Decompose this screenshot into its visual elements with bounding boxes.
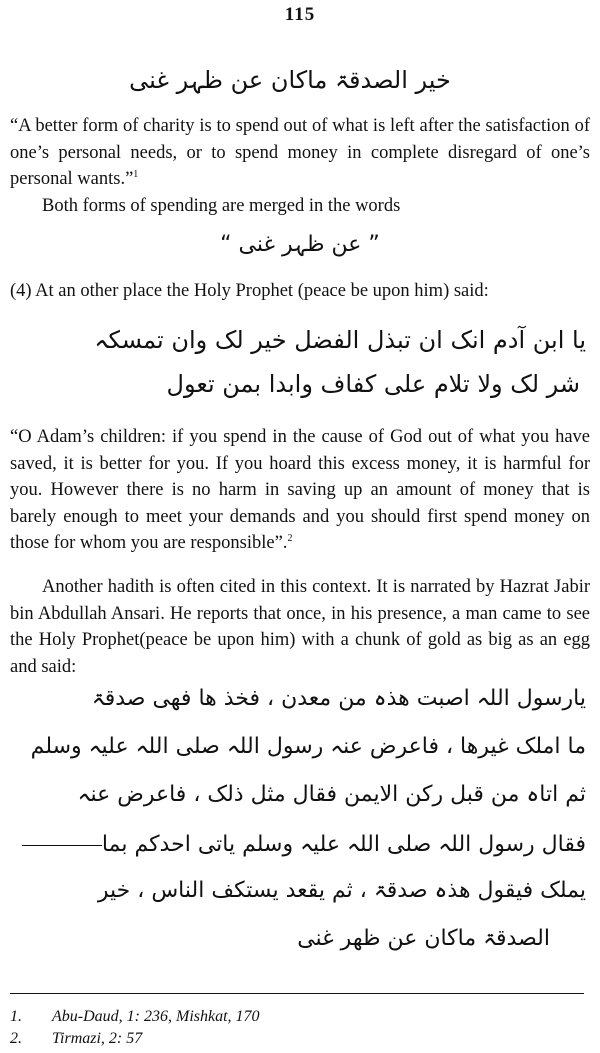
paragraph-forms-merged: Both forms of spending are merged in the words bbox=[42, 196, 401, 216]
arabic-hadith-2-line-4 bbox=[14, 832, 586, 857]
paragraph-text: “A better form of charity is to spend out of what is left after the satisfaction of one’s personal needs, or to spend money in complete disregard of one’s personal wants.” bbox=[10, 116, 590, 189]
footnote-2 bbox=[10, 1030, 142, 1048]
paragraph-hadith-intro: (4) At an other place the Holy Prophet (peace be upon him) said: bbox=[10, 281, 489, 301]
paragraph-another-hadith: Another hadith is often cited in this context. It is narrated by Hazrat Jabir bin Abdullah Ansari. He reports that once, in his presence, a man came to see the Holy Prophet(peace be upon him) with a chunk of gold as big as an egg and said: bbox=[10, 577, 590, 677]
paragraph-adams-children bbox=[10, 424, 590, 557]
footnote-text: Tirmazi, 2: 57 bbox=[52, 1030, 143, 1047]
arabic-hadith-1-line-1: یا ابن آدم انک ان تبذل الفضل خیر لک وان تمسکہ bbox=[94, 326, 586, 354]
paragraph-charity-definition bbox=[10, 113, 590, 193]
arabic-hadith-2-line-6: الصدقۃ ماکان عن ظھر غنی bbox=[297, 926, 550, 951]
footnote-number: 2. bbox=[10, 1030, 22, 1047]
arabic-phrase: ” عن ظہر غنی “ bbox=[220, 232, 380, 257]
arabic-hadith-2-line-1: یارسول اللہ اصبت ھذہ من معدن ، فخذ ھا فھی صدقۃ bbox=[91, 686, 586, 711]
arabic-hadith-2-line-3: ثم اتاہ من قبل رکن الایمن فقال مثل ذلک ، فاعرض عنہ bbox=[77, 782, 586, 807]
arabic-hadith-2-line-5: یملک فیقول ھذہ صدقۃ ، ثم یقعد یستکف الناس ، خیر bbox=[97, 878, 586, 903]
footnote-number: 1. bbox=[10, 1008, 22, 1025]
footnote-divider bbox=[10, 993, 584, 994]
arabic-hadith-1-line-2: شر لک ولا تلام علی کفاف وابدا بمن تعول bbox=[166, 370, 580, 398]
footnote-ref: 2 bbox=[287, 532, 293, 544]
arabic-text: فقال رسول اللہ صلی اللہ علیہ وسلم یاتی احدکم بما bbox=[101, 832, 586, 857]
arabic-heading: خیر الصدقۃ ماکان عن ظہر غنی bbox=[129, 66, 451, 94]
footnote-text: Abu-Daud, 1: 236, Mishkat, 170 bbox=[52, 1008, 260, 1025]
footnote-1 bbox=[10, 1008, 260, 1026]
arabic-hadith-2-line-2: ما املک غیرھا ، فاعرض عنہ رسول اللہ صلی اللہ علیہ وسلم bbox=[30, 734, 586, 759]
dash-rule bbox=[22, 845, 102, 846]
footnote-ref: 1 bbox=[133, 168, 139, 180]
paragraph-text: “O Adam’s children: if you spend in the cause of God out of what you have saved, it is better for you. If you hoard this excess money, it is harmful for you. However there is no harm in saving up an amount of money that is barely enough to meet your demands and you should first spend money on those for whom you are responsible”. bbox=[10, 427, 590, 553]
page-number: 115 bbox=[284, 4, 316, 25]
